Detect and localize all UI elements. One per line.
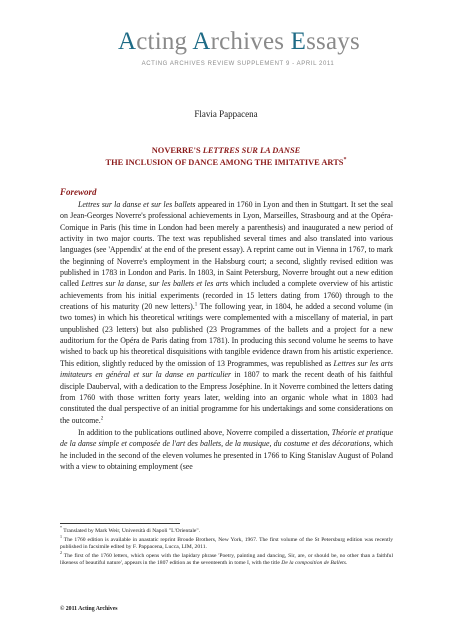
footnote-translator — [60, 525, 393, 536]
footnote-ref-1[interactable]: 1 — [194, 302, 198, 308]
italic-title: Lettres sur la danse, sur les ballets et les arts — [81, 279, 229, 289]
text-run: In addition to the publications outlined above, Noverre compiled a dissertation, — [78, 427, 332, 437]
section-heading: Foreword — [60, 187, 97, 197]
body-text — [60, 199, 393, 472]
logo-letter-e: E — [290, 28, 307, 55]
subtitle-text: THE INCLUSION OF DANCE AMONG THE IMITATIVE ARTS — [105, 157, 344, 167]
text-run: , which he included in the second of the eleven volumes he presented in 1766 to King Stanislav August of Poland with a view to obtaining employment (see — [60, 439, 393, 471]
text-run: in 1807 to mark the recent death of his faithful disciple Dauberval, with a dedication to the Empress Joséphine. In it Noverre combined the letters dating from 1760 with those written forty years later, welding into an organic whole what in 1803 had constituted the dual perspective of an initial programme for his undertakings and some considerations on the outcome. — [60, 370, 393, 425]
footnote-italic: De la composition de Ballets — [281, 560, 346, 567]
logo-word-archives: rchives — [210, 28, 291, 55]
footnote-text: Translated by Mark Weir, Università di Napoli "L'Orientale". — [62, 528, 201, 534]
footnotes — [60, 525, 393, 569]
journal-logo — [118, 28, 358, 56]
text-run: appeared in 1760 in Lyon and then in Stuttgart. It set the seal on Jean-Georges Noverre's professional achievements in Lyon, Marseilles, Strasbourg and at the Opéra-Comique in Paris (his time in London had been merely a parenthesis) and inaugurated a new period of activity in two major courts. The text was republished several times and also translated into various languages (see 'Appendix' at the end of the present essay). A reprint came out in Vienna in 1767, to mark the beginning of Noverre's employment in the Habsburg court; a second, slightly revised edition was published in 1783 in London and Paris. In 1803, in Saint Petersburg, Noverre brought out a new edition called — [60, 200, 394, 289]
logo-word-essays: ssays — [306, 28, 360, 55]
article-subtitle — [0, 157, 452, 167]
logo-word-acting: cting — [136, 28, 193, 55]
footnote-text: The 1760 edition is available in anastatic reprint Broude Brothers, New York, 1967. The first volume of the St Petersburg edition was recently published in facsimile edited by F. Pappacena, Lucca, LIM, 2011. — [60, 536, 393, 551]
logo-letter-a: A — [118, 28, 137, 55]
paragraph-1 — [60, 199, 393, 426]
translation-note-marker[interactable]: * — [343, 157, 347, 163]
author-name: Flavia Pappacena — [194, 109, 258, 119]
footnote-1 — [60, 533, 393, 552]
logo-letter-a2: A — [192, 28, 211, 55]
italic-title: Lettres sur les arts imitateurs en général et sur la danse en particulier — [60, 358, 393, 380]
footnote-text: . — [345, 560, 348, 567]
footnote-2 — [60, 549, 393, 568]
title-prefix: NOVERRE'S — [151, 146, 203, 155]
supplement-line: ACTING ARCHIVES REVIEW SUPPLEMENT 9 - APRIL 2011 — [141, 61, 335, 67]
copyright-footer: © 2011 Acting Archives — [60, 606, 118, 612]
text-run: which included a complete overview of his artistic achievements from his initial experiments (recorded in 15 letters dating from 1760) through to the creations of his maturity (20 new letters). — [60, 279, 393, 312]
italic-title: Lettres sur la danse et sur les ballets — [78, 200, 196, 209]
masthead — [118, 28, 358, 67]
article-title — [0, 146, 452, 155]
footnote-divider — [60, 523, 180, 524]
title-work: LETTRES SUR LA DANSE — [202, 146, 301, 155]
footnote-text: The first of the 1760 letters, which opens with the lapidary phrase 'Poetry, painting and dancing, Sir, are, or should be, no other than a faithful likeness of beautiful nature', appears in the 1807 edition as the seventeenth in tome I, with the title — [60, 552, 393, 567]
italic-title: Théorie et pratique de la danse simple et composée de l'art des ballets, de la musique, du costume et des décorations — [60, 427, 393, 449]
footnote-marker: 2 — [60, 549, 62, 555]
paragraph-2 — [60, 427, 393, 472]
footnote-ref-2[interactable]: 2 — [100, 415, 104, 421]
footnote-marker: * — [60, 525, 62, 531]
text-run: The following year, in 1804, he added a second volume (in two tomes) in which his theoretical writings were complemented with a miscellany of material, in part unpublished (23 letters) but also published (23 Programmes of the ballets and a project for a new auditorium for the Opéra de Paris dating from 1781). In producing this second volume he seems to have wished to back up his theoretical disquisitions with tangible evidence drawn from his artistic experience. This edition, slightly reduced by the omission of 13 Programmes, was republished as — [60, 302, 393, 368]
footnote-marker: 1 — [60, 533, 62, 539]
